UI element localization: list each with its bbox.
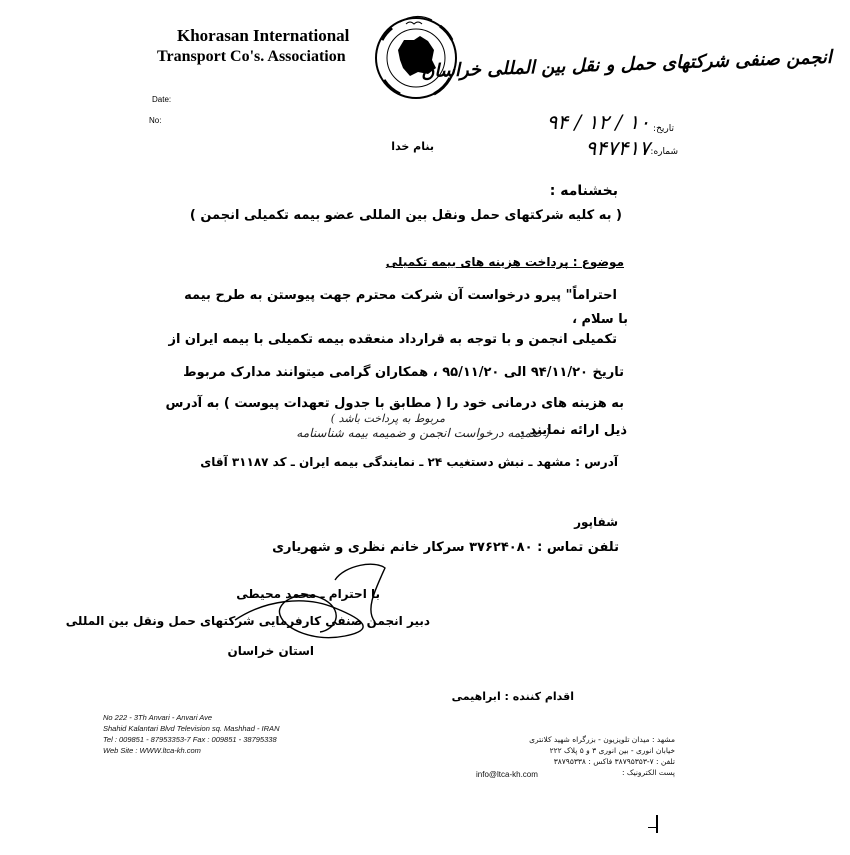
signature-title-1: دبیر انجمن صنفی کارفرمایی شرکتهای حمل ونقل بین المللی xyxy=(65,614,430,628)
footer-en-line: Web Site : WWW.ltca-kh.com xyxy=(103,746,201,755)
body-line-2: تکمیلی انجمن و با توجه به قرارداد منعقده بیمه تکمیلی با بیمه ایران از xyxy=(168,332,617,347)
handwritten-note-2: مربوط به پرداخت باشد ) xyxy=(330,412,445,425)
signature-closing: با احترام ـ محمد محیطی xyxy=(236,587,380,601)
number-label-en: No: xyxy=(149,116,162,125)
footer-email[interactable]: info@ltca-kh.com xyxy=(476,770,538,779)
scan-mark xyxy=(656,815,658,833)
scan-mark xyxy=(648,827,656,828)
handwritten-note-1: ( ضمیمه درخواست انجمن و ضمیمه بیمه شناسنامه xyxy=(296,426,550,440)
footer-en-line: Shahid Kalantari Blvd Television sq. Mashhad - IRAN xyxy=(103,724,280,733)
number-label-fa: شماره: xyxy=(650,147,678,157)
phone-line: تلفن تماس : ۳۷۶۲۴۰۸۰ سرکار خانم نظری و شهریاری xyxy=(272,540,619,555)
iran-map-seal-icon xyxy=(370,10,462,102)
number-value: ۹۴۷۴۱۷ xyxy=(585,136,650,160)
signature-icon xyxy=(225,560,395,650)
signature-scribble xyxy=(225,560,395,650)
date-label-en: Date: xyxy=(152,95,172,104)
signature-title-2: استان خراسان xyxy=(227,644,314,658)
body-line-5: ذیل ارائه نمایند . xyxy=(519,423,627,438)
org-name-en-line2: Transport Co's. Association xyxy=(157,48,346,65)
recipients: ( به کلیه شرکتهای حمل ونقل بین المللی عضو بیمه تکمیلی انجمن ) xyxy=(189,208,622,223)
footer-address-en xyxy=(103,712,279,756)
body-line-4: به هزینه های درمانی خود را ( مطابق با جدول تعهدات پیوست ) به آدرس xyxy=(165,396,624,411)
footer-en-line: No 222 - 3Th Anvari - Anvari Ave xyxy=(103,713,213,722)
letter-type: بخشنامه : xyxy=(549,183,618,199)
address-line: آدرس : مشهد ـ نبش دستغیب ۲۴ ـ نمایندگی بیمه ایران ـ کد ۳۱۱۸۷ آقای xyxy=(200,455,618,469)
date-value: ۹۴ / ۱۲ / ۱۰ xyxy=(546,110,650,134)
body-line-1: احتراماً" پیرو درخواست آن شرکت محترم جهت پیوستن به طرح بیمه xyxy=(184,288,617,303)
footer-en-line: Tel : 009851 - 87953353-7 Fax : 009851 - 38795338 xyxy=(103,735,277,744)
subject: موضوع : پرداخت هزینه های بیمه تکمیلی xyxy=(385,255,624,269)
org-name-en-line1: Khorasan International xyxy=(177,26,350,45)
footer-fa-line: پست الکترونیک : xyxy=(621,768,675,777)
footer-fa-line: مشهد : میدان تلویزیون - بزرگراه شهید کلانتری xyxy=(529,735,675,744)
date-label-fa: تاریخ: xyxy=(653,124,674,134)
association-emblem xyxy=(370,10,462,102)
footer-fa-line: تلفن : ۷-۳۸۷۹۵۳۵۳ فاکس : ۳۸۷۹۵۳۳۸ xyxy=(553,757,675,766)
footer-fa-line: خیابان انوری - بین انوری ۳ و ۵ پلاک ۲۲۲ xyxy=(549,746,675,755)
action-by: اقدام کننده : ابراهیمی xyxy=(451,690,574,703)
body-line-3: تاریخ ۹۴/۱۱/۲۰ الی ۹۵/۱۱/۲۰ ، همکاران گرامی میتوانند مدارک مربوط xyxy=(183,365,624,380)
address-line-2: شفاپور xyxy=(574,515,618,529)
greeting: با سلام ، xyxy=(572,312,628,327)
invocation: بنام خدا xyxy=(391,140,434,153)
org-name-fa: انجمن صنفی شرکتهای حمل و نقل بین المللی خراسان xyxy=(420,46,833,83)
footer-address-fa xyxy=(529,734,675,778)
